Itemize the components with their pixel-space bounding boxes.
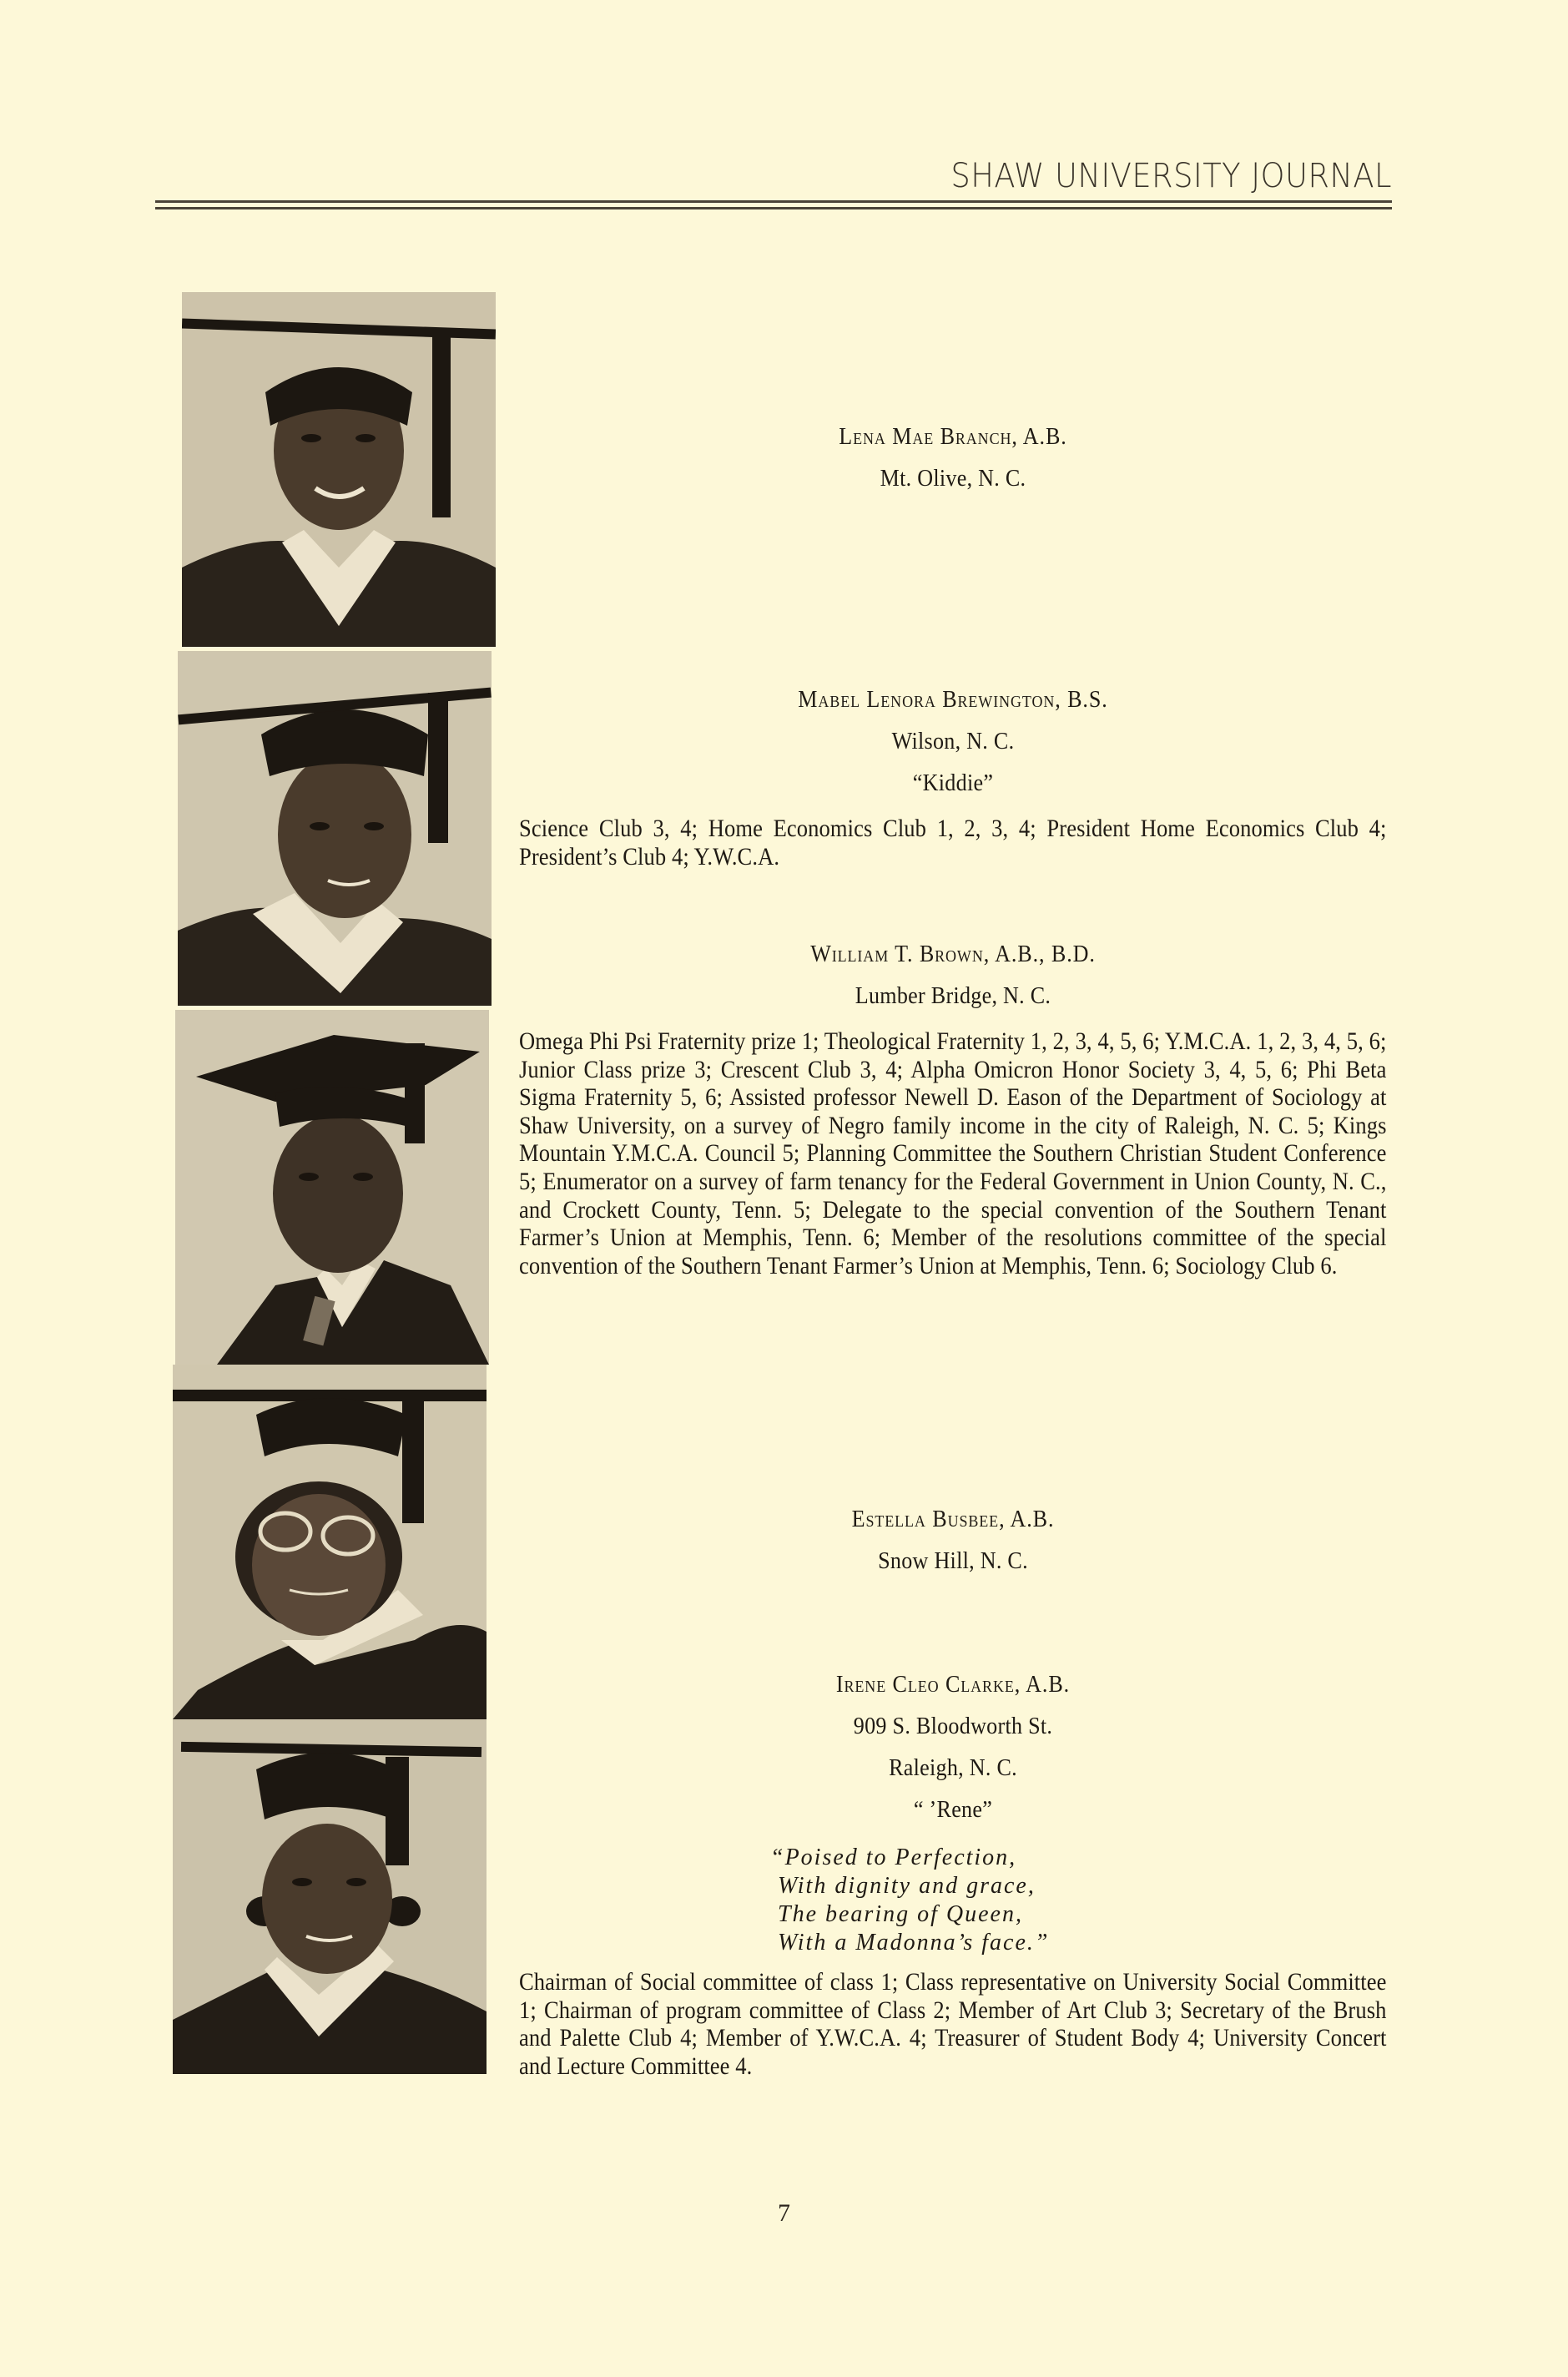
graduate-name: William T. Brown, A.B., B.D. [810, 941, 1096, 967]
header-rule-bottom [155, 207, 1392, 209]
activities-text: Chairman of Social committee of class 1; Class representative on University Social Committee 1; Chairman of program committee of Class 2; Member of Art Club 3; Secretary of the Brush and Palette Club 4; Member of Y.W.C.A. 4; Treasurer of Student Body 4; University Concert and Lecture Committee 4. [519, 1969, 1387, 2080]
hometown: Raleigh, N. C. [889, 1754, 1017, 1781]
entry-clarke [519, 1663, 1387, 2081]
portrait-photo-busbee [173, 1365, 487, 1719]
dedication-poem [770, 1844, 1387, 1957]
graduate-name: Mabel Lenora Brewington, B.S. [798, 686, 1108, 713]
graduate-portrait-icon [173, 1365, 487, 1719]
header-rule-top [155, 200, 1392, 203]
nickname: “Kiddie” [912, 770, 994, 796]
hometown: Snow Hill, N. C. [878, 1547, 1028, 1574]
graduate-portrait-icon [182, 292, 496, 647]
entry-brown [519, 933, 1387, 1280]
poem-line: With a Madonna’s face.” [770, 1930, 1050, 1956]
graduate-portrait-icon [178, 651, 492, 1006]
hometown: Lumber Bridge, N. C. [855, 982, 1051, 1009]
hometown: Mt. Olive, N. C. [880, 465, 1026, 492]
entry-branch [519, 416, 1387, 499]
hometown: Wilson, N. C. [891, 728, 1015, 754]
entry-busbee [519, 1498, 1387, 1582]
graduate-name: Estella Busbee, A.B. [851, 1506, 1055, 1532]
activities-text: Omega Phi Psi Fraternity prize 1; Theological Fraternity 1, 2, 3, 4, 5, 6; Y.M.C.A. 1, 2, 3, 4, 5, 6; Junior Class prize 3; Crescent Club 3, 4; Alpha Omicron Honor Society 3, 4, 5, 6; Phi Beta Sigma Fraternity 5, 6; Assisted professor Newell D. Eason of the Department of Sociology at Shaw University, on a survey of Negro family income in the city of Raleigh, N. C. 5; Kings Mountain Y.M.C.A. Council 5; Planning Committee the Southern Christian Student Conference 5; Enumerator on a survey of farm tenancy for the Federal Government in Union County, N. C., and Crockett County, Tenn. 5; Delegate to the special convention of the Southern Tenant Farmer’s Union at Memphis, Tenn. 6; Member of the resolutions committee of the special convention of the Southern Tenant Farmer’s Union at Memphis, Tenn. 6; Sociology Club 6. [519, 1028, 1387, 1279]
poem-line: The bearing of Queen, [770, 1901, 1023, 1927]
portrait-photo-clarke [173, 1719, 487, 2074]
running-head: SHAW UNIVERSITY JOURNAL [950, 157, 1392, 195]
page-number: 7 [778, 2199, 790, 2227]
portrait-photo-brown [175, 1010, 489, 1365]
graduate-name: Irene Cleo Clarke, A.B. [835, 1671, 1071, 1698]
portrait-photo-branch [182, 292, 496, 647]
graduate-name: Lena Mae Branch, A.B. [839, 423, 1067, 450]
graduate-portrait-icon [175, 1010, 489, 1365]
poem-line: “Poised to Perfection, [770, 1845, 1017, 1870]
poem-line: With dignity and grace, [770, 1873, 1036, 1899]
street-address: 909 S. Bloodworth St. [853, 1713, 1053, 1739]
entry-brewington [519, 679, 1387, 871]
nickname: “ ’Rene” [913, 1796, 993, 1823]
graduate-portrait-icon [173, 1719, 487, 2074]
portrait-photo-brewington [178, 651, 492, 1006]
activities-text: Science Club 3, 4; Home Economics Club 1, 2, 3, 4; President Home Economics Club 4; President’s Club 4; Y.W.C.A. [519, 815, 1387, 871]
